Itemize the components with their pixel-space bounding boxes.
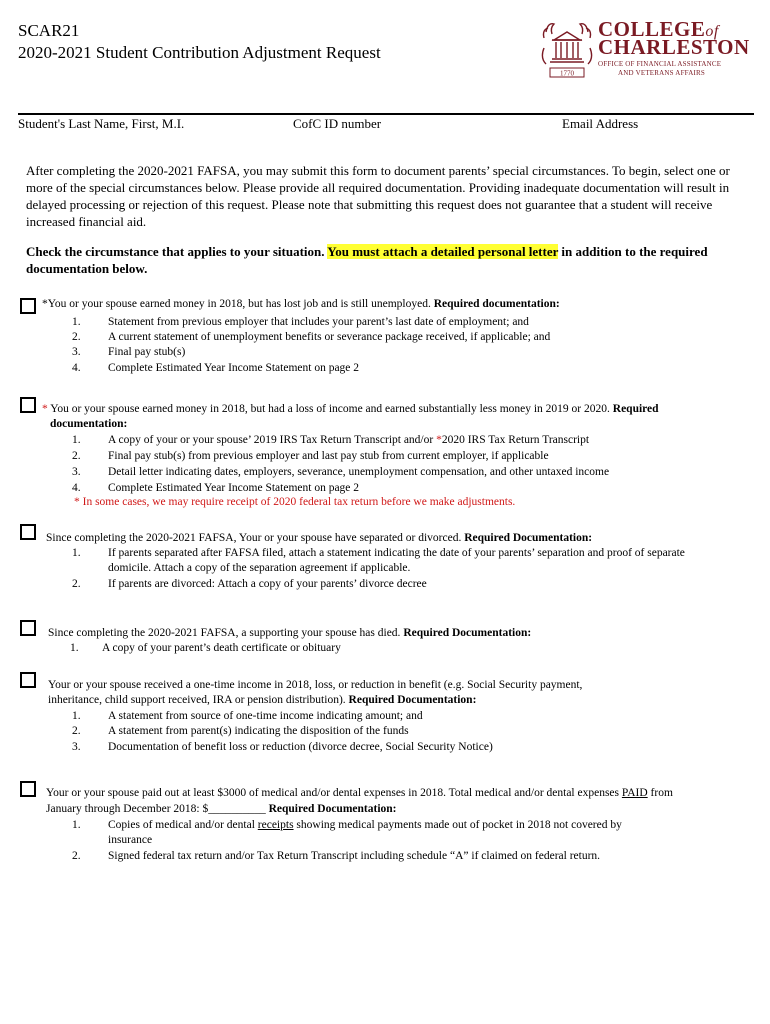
list-item: A copy of your parent’s death certificate or obituary [102,642,341,654]
list-item: If parents separated after FAFSA filed, attach a statement indicating the date of your parents’ separation and proof of separate [108,547,685,559]
checkbox-separation-divorce[interactable] [20,524,36,540]
logo-wordmark-line2: CHARLESTON [598,35,750,59]
checkbox-one-time-income[interactable] [20,672,36,688]
section-one-time-income-heading: Your or your spouse received a one-time income in 2018, loss, or reduction in benefit (e.g. Social Security payment, [48,679,583,691]
list-number: 1. [70,642,79,654]
list-number: 3. [72,466,81,478]
section-death-heading: Since completing the 2020-2021 FAFSA, a supporting your spouse has died. Required Documentation: [48,627,532,639]
list-item-cont: domicile. Attach a copy of the separation agreement if applicable. [108,562,411,574]
logo-office-line2: AND VETERANS AFFAIRS [618,69,705,77]
highlighted-requirement: You must attach a detailed personal letter [327,244,559,259]
email-label: Email Address [562,116,639,131]
list-number: 2. [72,450,81,462]
section-income-loss-heading-cont: documentation: [50,418,128,430]
list-item: Documentation of benefit loss or reduction (divorce decree, Social Security Notice) [108,741,493,753]
list-number: 2. [72,850,81,862]
list-number: 2. [72,725,81,737]
list-item: Complete Estimated Year Income Statement on page 2 [108,482,360,494]
section-separation-heading: Since completing the 2020-2021 FAFSA, Your or your spouse have separated or divorced. Required Documentation: [46,532,593,544]
form-code: SCAR21 [18,21,80,40]
list-item: A current statement of unemployment benefits or severance package received, if applicable; and [108,331,551,343]
list-item: Final pay stub(s) [108,346,186,358]
section-income-loss-heading: * You or your spouse earned money in 2018, but had a loss of income and earned substantially less money in 2019 or 2020. Required [42,403,659,415]
list-number: 2. [72,331,81,343]
list-number: 1. [72,819,81,831]
logo-office-line1: OFFICE OF FINANCIAL ASSISTANCE [598,60,722,68]
list-number: 1. [72,547,81,559]
checkbox-job-loss[interactable] [20,298,36,314]
instruction-paragraph: Check the circumstance that applies to your situation. You must attach a detailed personal letter in addition to the required documentation below. [26,244,708,276]
founding-year: 1770 [560,69,574,78]
list-item: Final pay stub(s) from previous employer and last pay stub from current employer, if applicable [108,450,549,462]
section-medical-heading-cont: January through December 2018: $__________ Required Documentation: [46,803,397,815]
list-item: Signed federal tax return and/or Tax Return Transcript including schedule “A” if claimed on federal return. [108,850,601,862]
list-item: A copy of your or your spouse’ 2019 IRS Tax Return Transcript and/or *2020 IRS Tax Return Transcript [108,434,590,446]
form-title: 2020-2021 Student Contribution Adjustment Request [18,43,381,62]
list-number: 1. [72,434,81,446]
tax-return-note: * In some cases, we may require receipt of 2020 federal tax return before we make adjustments. [74,496,516,508]
list-item: A statement from source of one-time income indicating amount; and [108,710,423,722]
student-name-label: Student's Last Name, First, M.I. [18,116,185,131]
list-item: A statement from parent(s) indicating the disposition of the funds [108,725,409,737]
section-job-loss-heading: *You or your spouse earned money in 2018, but has lost job and is still unemployed. Required documentation: [42,298,560,310]
intro-paragraph: After completing the 2020-2021 FAFSA, you may submit this form to document parents’ special circumstances. To begin, select one or more of the special circumstances below. Please provide all required documentation. Providing inadequate documentation will result in delayed processing or rejection of this request. Please note that submitting this request does not guarantee that a student will receive increased financial aid. [26,163,730,229]
list-number: 3. [72,741,81,753]
checkbox-medical-expenses[interactable] [20,781,36,797]
list-number: 1. [72,316,81,328]
checkbox-income-loss[interactable] [20,397,36,413]
list-number: 2. [72,578,81,590]
list-item: Complete Estimated Year Income Statement on page 2 [108,362,360,374]
list-number: 4. [72,362,81,374]
list-number: 1. [72,710,81,722]
cistern-building-icon [540,18,594,80]
section-medical-heading: Your or your spouse paid out at least $3000 of medical and/or dental expenses in 2018. Total medical and/or dental expenses PAID from [46,787,673,799]
list-number: 4. [72,482,81,494]
list-item: Statement from previous employer that includes your parent’s last date of employment; and [108,316,529,328]
list-item: If parents are divorced: Attach a copy of your parents’ divorce decree [108,578,427,590]
section-one-time-income-heading-cont: inheritance, child support received, IRA or pension distribution). Required Documentation: [48,694,477,706]
list-item: Detail letter indicating dates, employers, severance, unemployment compensation, and other untaxed income [108,466,610,478]
list-item: Copies of medical and/or dental receipts showing medical payments made out of pocket in 2018 not covered by [108,819,622,831]
cofc-id-label: CofC ID number [293,116,382,131]
college-logo [540,18,755,80]
list-number: 3. [72,346,81,358]
logo-wordmark-line1: COLLEGEof [598,17,719,41]
checkbox-death[interactable] [20,620,36,636]
list-item-cont: insurance [108,834,153,846]
signature-line [18,113,754,115]
